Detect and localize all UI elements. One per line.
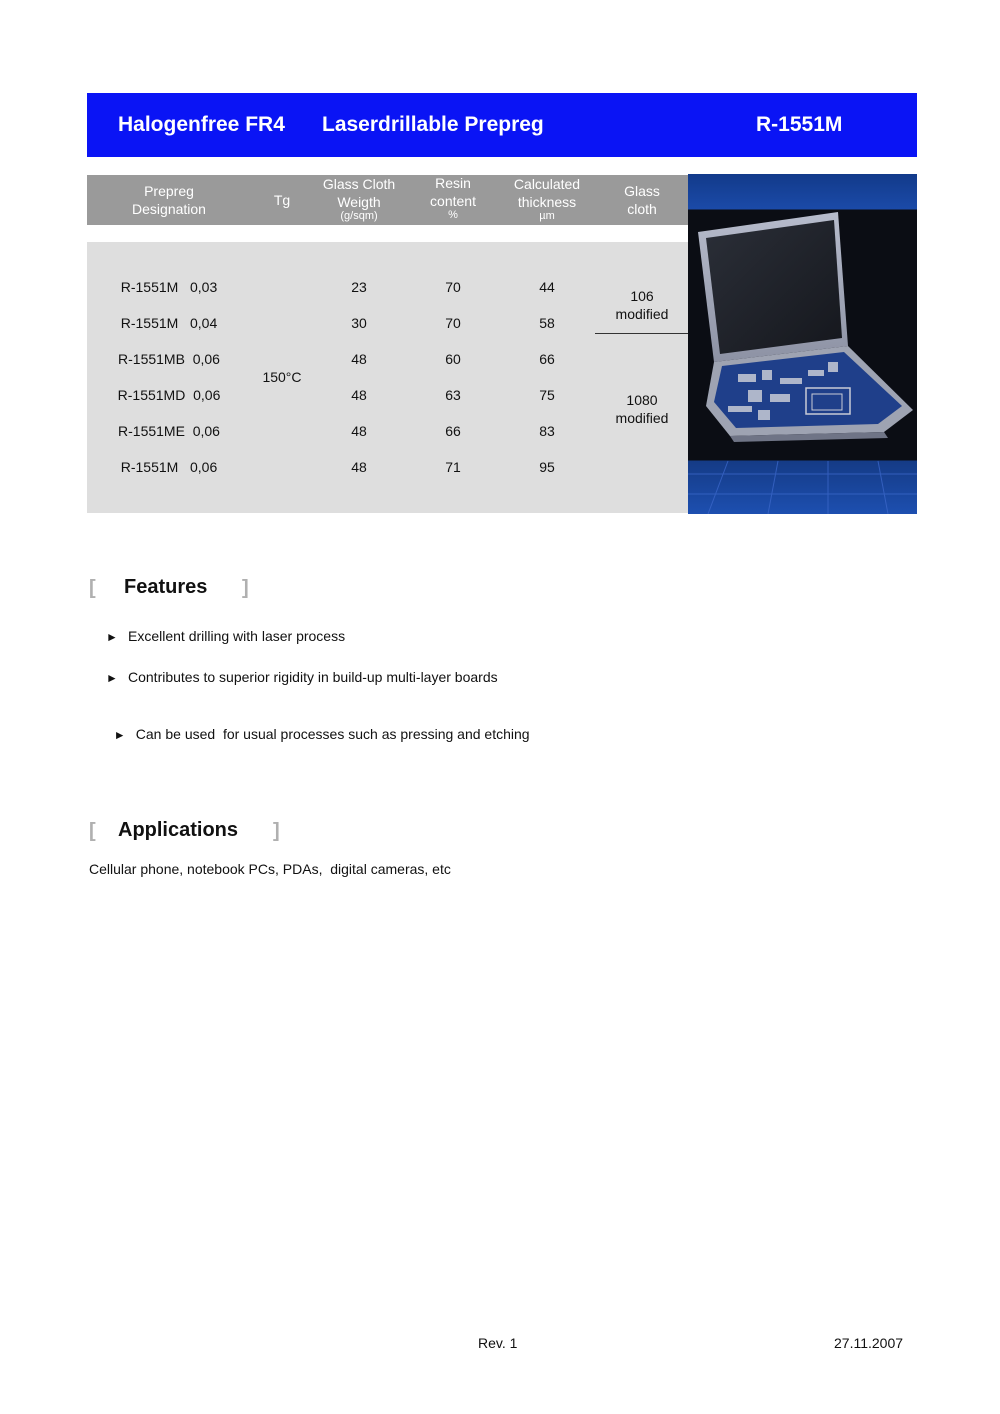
row-divider bbox=[595, 333, 688, 334]
feature-item: ► Contributes to superior rigidity in build-up multi-layer boards bbox=[106, 669, 498, 685]
cell-designation: R-1551MD 0,06 bbox=[117, 387, 221, 403]
arrow-bullet-icon: ► bbox=[106, 671, 118, 685]
cell-tg: 150°C bbox=[262, 369, 302, 385]
feature-item: ► Excellent drilling with laser process bbox=[106, 628, 346, 644]
date-label: 27.11.2007 bbox=[834, 1335, 904, 1351]
title-middle: Laserdrillable Prepreg bbox=[322, 113, 544, 136]
arrow-bullet-icon: ► bbox=[106, 630, 118, 644]
cell-designation: R-1551M 0,03 bbox=[120, 279, 218, 295]
product-code: R-1551M bbox=[756, 113, 843, 136]
laptop-photo bbox=[688, 174, 917, 514]
cell-designation: R-1551MB 0,06 bbox=[118, 351, 220, 367]
table-body bbox=[87, 242, 688, 513]
applications-close-bracket: ] bbox=[273, 820, 280, 842]
cell-weight: 48 bbox=[351, 459, 367, 475]
header-thickness: Calculated thickness µm bbox=[513, 176, 581, 222]
cell-weight: 48 bbox=[351, 351, 367, 367]
cell-designation: R-1551M 0,06 bbox=[120, 459, 218, 475]
cell-thickness: 83 bbox=[539, 423, 555, 439]
header-resin: Resin content % bbox=[430, 175, 476, 221]
features-title: Features bbox=[124, 576, 208, 598]
title-banner bbox=[87, 93, 917, 157]
applications-text: Cellular phone, notebook PCs, PDAs, digital cameras, etc bbox=[89, 861, 451, 877]
cell-thickness: 66 bbox=[539, 351, 555, 367]
cell-glass-1080: 1080 modified bbox=[615, 392, 669, 426]
features-close-bracket: ] bbox=[242, 577, 249, 599]
cell-resin: 71 bbox=[445, 459, 461, 475]
table-header bbox=[87, 175, 688, 225]
revision-label: Rev. 1 bbox=[478, 1335, 518, 1351]
cell-weight: 48 bbox=[351, 387, 367, 403]
header-glass-weight: Glass Cloth Weigth (g/sqm) bbox=[322, 176, 396, 222]
cell-weight: 23 bbox=[351, 279, 367, 295]
header-designation: Prepreg Designation bbox=[132, 183, 206, 217]
header-glass-cloth: Glass cloth bbox=[624, 183, 660, 217]
cell-resin: 66 bbox=[445, 423, 461, 439]
cell-weight: 48 bbox=[351, 423, 367, 439]
cell-thickness: 75 bbox=[539, 387, 555, 403]
applications-open-bracket: [ bbox=[89, 820, 96, 842]
header-tg: Tg bbox=[273, 192, 291, 208]
applications-title: Applications bbox=[118, 819, 239, 841]
cell-glass-106: 106 modified bbox=[615, 288, 669, 322]
feature-item: ► Can be used for usual processes such as pressing and etching bbox=[113, 726, 530, 742]
cell-weight: 30 bbox=[351, 315, 367, 331]
cell-designation: R-1551M 0,04 bbox=[120, 315, 218, 331]
cell-resin: 60 bbox=[445, 351, 461, 367]
arrow-bullet-icon: ► bbox=[113, 728, 126, 742]
cell-thickness: 58 bbox=[539, 315, 555, 331]
features-open-bracket: [ bbox=[89, 577, 96, 599]
cell-resin: 70 bbox=[445, 279, 461, 295]
title-left: Halogenfree FR4 bbox=[118, 113, 285, 136]
cell-thickness: 95 bbox=[539, 459, 555, 475]
cell-resin: 70 bbox=[445, 315, 461, 331]
cell-designation: R-1551ME 0,06 bbox=[118, 423, 220, 439]
cell-thickness: 44 bbox=[539, 279, 555, 295]
cell-resin: 63 bbox=[445, 387, 461, 403]
laptop-icon bbox=[688, 174, 917, 514]
